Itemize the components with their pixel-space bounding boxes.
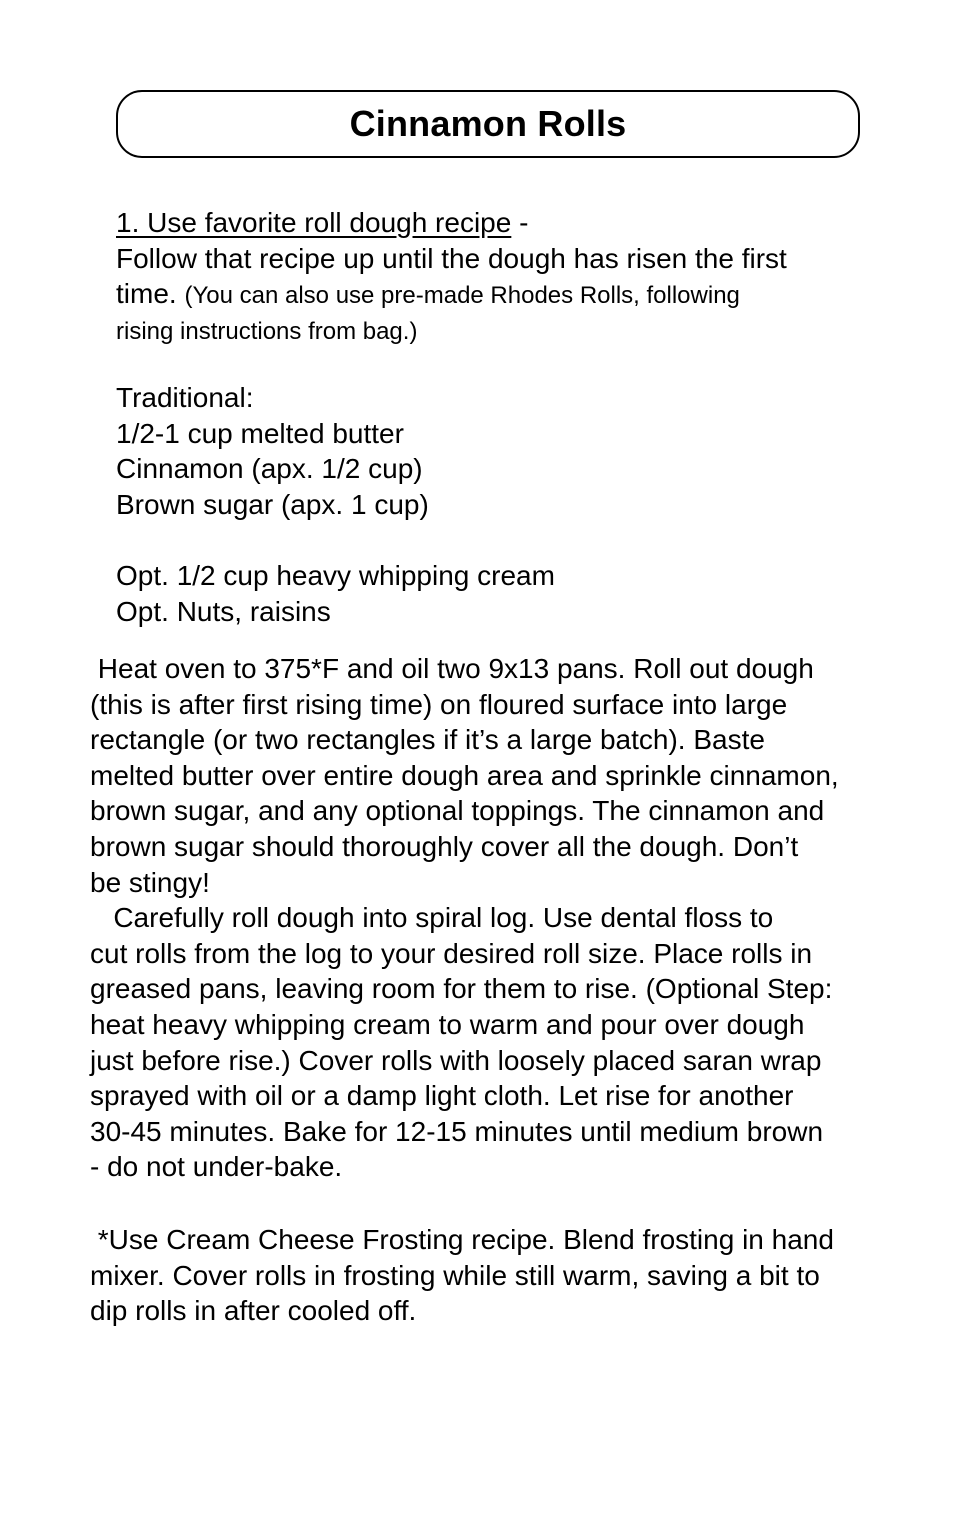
ingredient-item: 1/2-1 cup melted butter — [116, 417, 404, 449]
step-label: 1. Use favorite roll dough recipe — [116, 207, 512, 238]
instruction-line: 30-45 minutes. Bake for 12-15 minutes until medium brown — [90, 1115, 824, 1147]
frosting-section — [90, 1222, 902, 1329]
instruction-line: melted butter over entire dough area and sprinkle cinnamon, — [90, 759, 839, 791]
optional-item: Opt. Nuts, raisins — [116, 595, 331, 627]
optional-ingredients — [116, 558, 876, 629]
traditional-heading: Traditional: — [116, 382, 254, 413]
intro-line-2 — [116, 276, 876, 314]
step-dash: - — [511, 207, 529, 238]
frosting-line: mixer. Cover rolls in frosting while still warm, saving a bit to — [90, 1259, 820, 1291]
instruction-line: just before rise.) Cover rolls with loosely placed saran wrap — [90, 1044, 822, 1076]
frosting-line: *Use Cream Cheese Frosting recipe. Blend frosting in hand — [90, 1224, 834, 1255]
instructions-section — [90, 651, 902, 1185]
instruction-line: cut rolls from the log to your desired roll size. Place rolls in — [90, 937, 813, 969]
intro-note-part2: rising instructions from bag.) — [116, 317, 418, 345]
instruction-line: be stingy! — [90, 866, 210, 898]
intro-step-line — [116, 205, 876, 241]
ingredient-item: Brown sugar (apx. 1 cup) — [116, 488, 429, 520]
frosting-line: dip rolls in after cooled off. — [90, 1295, 417, 1327]
intro-note-part1: (You can also use pre-made Rhodes Rolls, following — [184, 282, 740, 310]
traditional-ingredients — [116, 380, 876, 522]
instruction-line: (this is after first rising time) on floured surface into large — [90, 688, 788, 720]
instruction-line: heat heavy whipping cream to warm and pour over dough — [90, 1008, 805, 1040]
instruction-line: greased pans, leaving room for them to rise. (Optional Step: — [90, 973, 833, 1005]
instruction-line: - do not under-bake. — [90, 1151, 343, 1183]
instruction-line: Carefully roll dough into spiral log. Use dental floss to — [90, 902, 774, 934]
intro-line-2-start: time. — [116, 278, 185, 310]
page-title: Cinnamon Rolls — [349, 103, 627, 144]
ingredient-item: Cinnamon (apx. 1/2 cup) — [116, 453, 423, 485]
instruction-line: brown sugar should thoroughly cover all the dough. Don’t — [90, 830, 799, 862]
title-box — [116, 90, 860, 158]
instruction-line: sprayed with oil or a damp light cloth. Let rise for another — [90, 1080, 794, 1112]
optional-item: Opt. 1/2 cup heavy whipping cream — [116, 560, 555, 591]
instruction-line: brown sugar, and any optional toppings. The cinnamon and — [90, 795, 825, 827]
instruction-line: Heat oven to 375*F and oil two 9x13 pans. Roll out dough — [90, 653, 814, 684]
intro-section — [116, 205, 876, 349]
intro-line-1: Follow that recipe up until the dough has risen the first — [116, 242, 787, 274]
instruction-line: rectangle (or two rectangles if it’s a large batch). Baste — [90, 724, 765, 756]
